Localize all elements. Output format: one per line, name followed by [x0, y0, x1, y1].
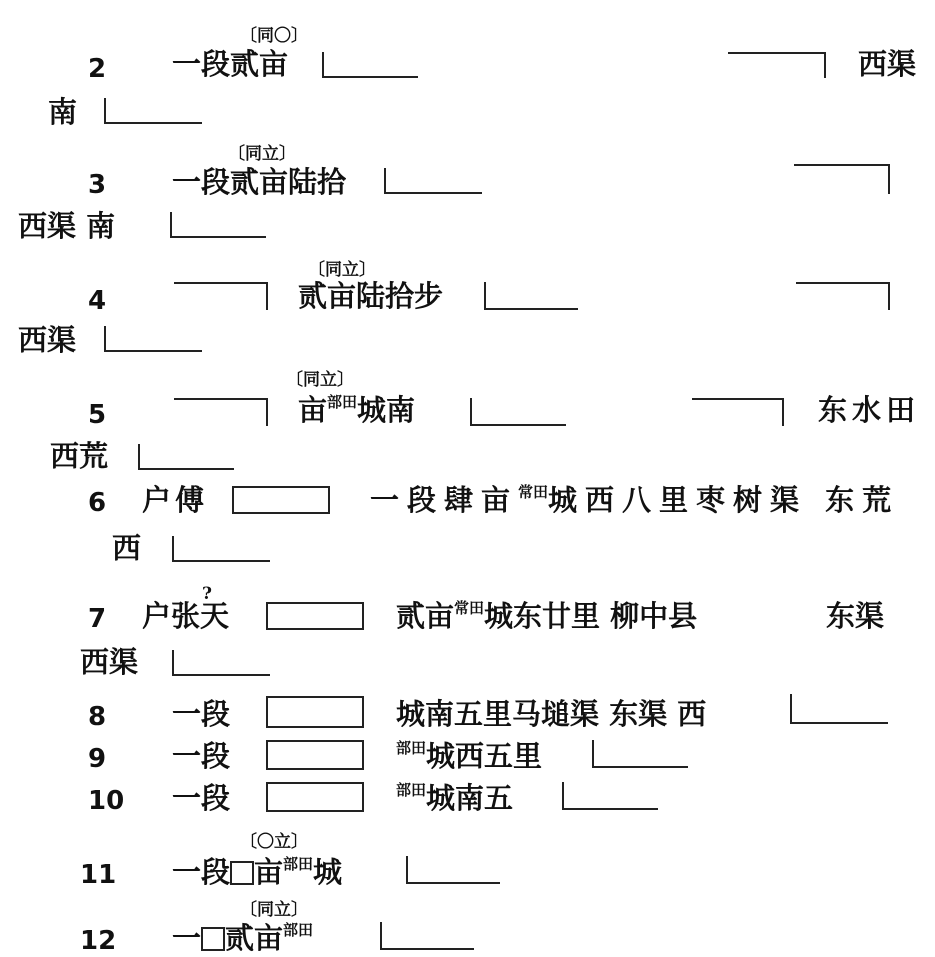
lacuna [384, 168, 482, 194]
lacuna [406, 856, 500, 884]
lacuna [172, 536, 270, 562]
line-text: 西荒 [50, 439, 109, 473]
lacuna [380, 922, 474, 950]
annotation-note: 〔同〇〕 [240, 26, 308, 46]
lacuna [138, 444, 234, 470]
line-text: 户傅 [142, 483, 209, 517]
lacuna [562, 782, 658, 810]
lacuna [728, 52, 826, 78]
lacuna [470, 398, 566, 426]
line-text: 一段 [172, 781, 231, 815]
line-text: 一段肆亩$^{常田}$城西八里枣树渠 东荒 [370, 483, 900, 517]
lacuna [484, 282, 578, 310]
lacuna [796, 282, 890, 310]
lacuna [170, 212, 266, 238]
line-text: 东渠 [826, 599, 885, 633]
line-text: 一 贰亩$^{部田}$ [172, 921, 314, 955]
lacuna [104, 326, 202, 352]
lacuna [172, 650, 270, 676]
annotation-note: ? [202, 584, 212, 604]
line-text: 一段 [172, 697, 231, 731]
line-number: 4 [88, 286, 107, 316]
line-number: 11 [80, 860, 117, 890]
line-text: 贰亩$^{常田}$城东廿里 柳中县 [396, 599, 698, 633]
line-text: 西 [112, 531, 142, 565]
line-text: 一段 亩$^{部田}$城 [172, 855, 343, 889]
line-text: 西渠 [80, 645, 139, 679]
lacuna [266, 696, 364, 728]
line-number: 9 [88, 744, 107, 774]
line-text: 一段贰亩陆拾 [172, 165, 347, 199]
annotation-note: 〔同立〕 [228, 144, 296, 164]
line-number: 6 [88, 488, 107, 518]
lacuna [266, 740, 364, 770]
line-text: 南 [48, 95, 78, 129]
annotation-note: 〔〇立〕 [240, 832, 308, 852]
line-text: 东水田 [818, 393, 921, 427]
lacuna [174, 398, 268, 426]
lacuna [104, 98, 202, 124]
line-text: $^{部田}$城西五里 [396, 739, 543, 773]
annotation-note: 〔同立〕 [240, 900, 308, 920]
line-text: 西渠 [18, 323, 77, 357]
line-text: 亩$^{部田}$城南 [298, 393, 416, 427]
lacuna [232, 486, 330, 514]
line-text: 西渠 [858, 47, 917, 81]
annotation-note: 〔同立〕 [308, 260, 376, 280]
lacuna [692, 398, 784, 426]
lacuna [794, 164, 890, 194]
missing-char-box [230, 861, 254, 885]
lacuna [266, 602, 364, 630]
lacuna [174, 282, 268, 310]
line-number: 7 [88, 604, 107, 634]
line-text: 西渠 南 [18, 209, 116, 243]
line-text: 一段贰亩 [172, 47, 289, 81]
line-number: 8 [88, 702, 107, 732]
lacuna [266, 782, 364, 812]
line-number: 5 [88, 400, 107, 430]
lacuna [322, 52, 418, 78]
line-text: 一段 [172, 739, 231, 773]
line-text: $^{部田}$城南五 [396, 781, 514, 815]
line-number: 12 [80, 926, 117, 956]
line-number: 3 [88, 170, 107, 200]
annotation-note: 〔同立〕 [286, 370, 354, 390]
lacuna [790, 694, 888, 724]
line-text: 贰亩陆拾步 [298, 279, 444, 313]
lacuna [592, 740, 688, 768]
line-text: 户张天 [142, 599, 230, 633]
missing-char-box [201, 927, 225, 951]
line-number: 2 [88, 54, 107, 84]
line-number: 10 [88, 786, 125, 816]
line-text: 城南五里马塠渠 东渠 西 [396, 697, 707, 731]
